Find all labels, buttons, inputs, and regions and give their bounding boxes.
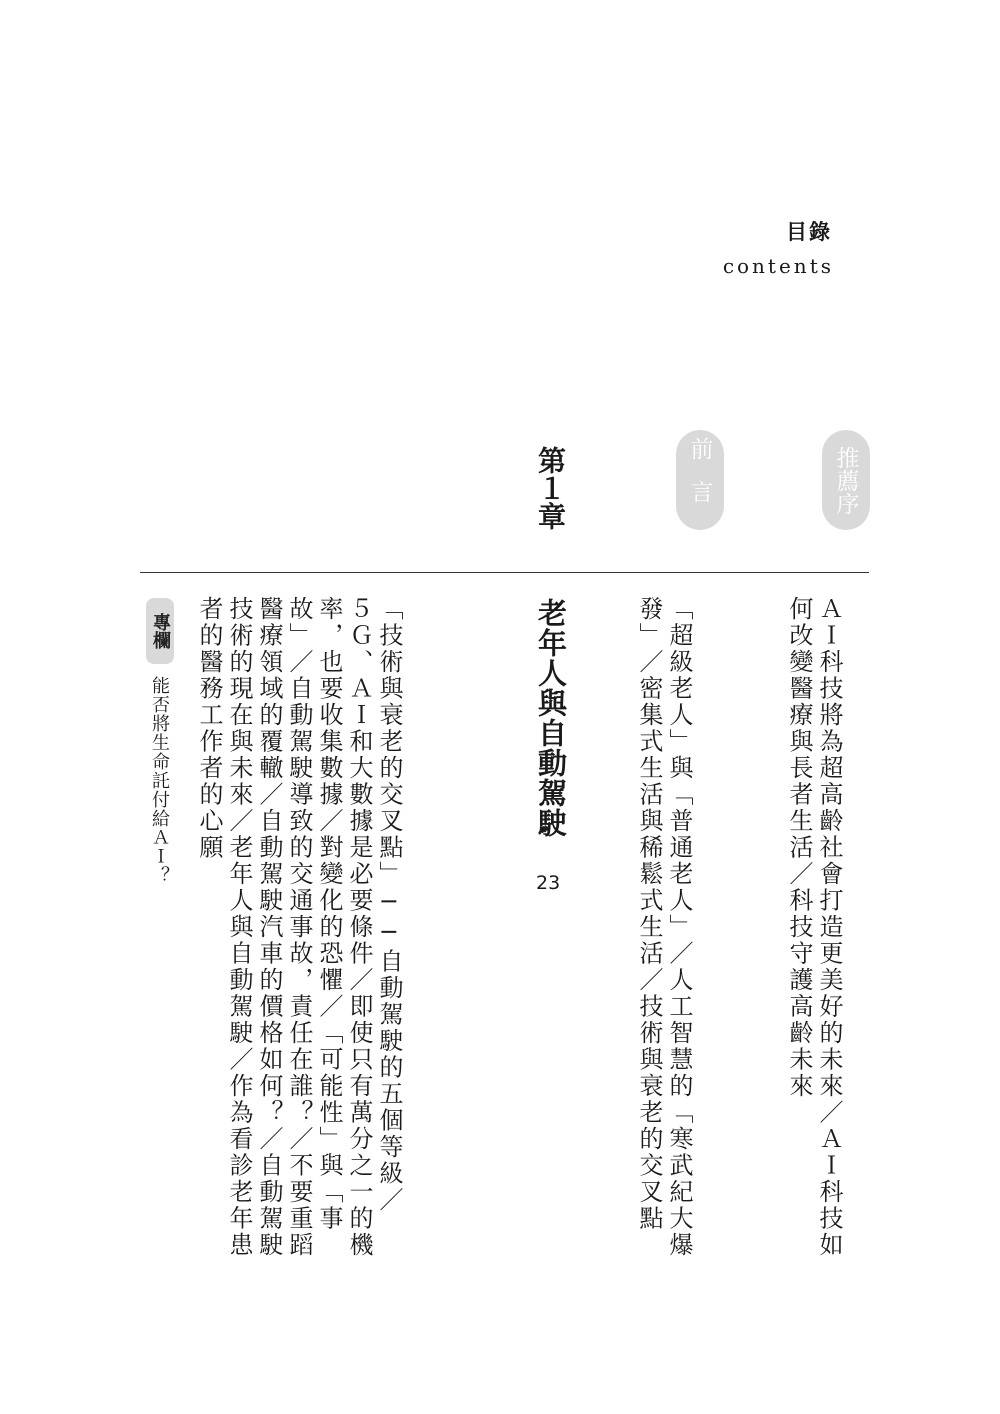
toc-title: 目錄: [786, 220, 832, 244]
entry-line: 率，也要收集數據／對變化的恐懼／「可能性」與「事: [315, 596, 343, 1232]
column-title[interactable]: 能否將生命託付給ＡＩ？: [149, 676, 170, 885]
chapter-entry[interactable]: [194, 596, 404, 1259]
toc-subtitle: contents: [722, 254, 834, 278]
entry-line: 故」／自動駕駛導致的交通事故，責任在誰？／不要重蹈: [285, 596, 313, 1259]
recommendation-entry[interactable]: [784, 596, 844, 1259]
chapter-label: 第１章: [534, 446, 567, 530]
chapter-title[interactable]: 老年人與自動駕駛: [534, 598, 568, 838]
entry-line: 醫療領域的覆轍／自動駕駛汽車的價格如何？／自動駕駛: [255, 596, 283, 1259]
entry-line: 「技術與衰老的交叉點」──自動駕駛的五個等級／: [375, 596, 403, 1214]
entry-line: ＡＩ科技將為超高齡社會打造更美好的未來／ＡＩ科技如: [815, 596, 843, 1259]
chapter-page-number: 23: [536, 872, 561, 894]
recommendation-label: 推薦序: [822, 430, 870, 530]
foreword-entry[interactable]: [634, 596, 694, 1259]
entry-line: 「超級老人」與「普通老人」／人工智慧的「寒武紀大爆: [665, 596, 693, 1259]
entry-line: 技術的現在與未來／老年人與自動駕駛／作為看診老年患: [225, 596, 253, 1259]
entry-line: 何改變醫療與長者生活／科技守護高齡未來: [785, 596, 813, 1100]
entry-line: 發」／密集式生活與稀鬆式生活／技術與衰老的交叉點: [635, 596, 663, 1232]
foreword-label: 前言: [676, 430, 724, 530]
column-label: 專欄: [146, 598, 174, 664]
divider-line: [140, 572, 869, 573]
entry-line: ５Ｇ、ＡＩ和大數據是必要條件／即使只有萬分之一的機: [345, 596, 373, 1259]
entry-line: 者的醫務工作者的心願: [195, 596, 223, 861]
